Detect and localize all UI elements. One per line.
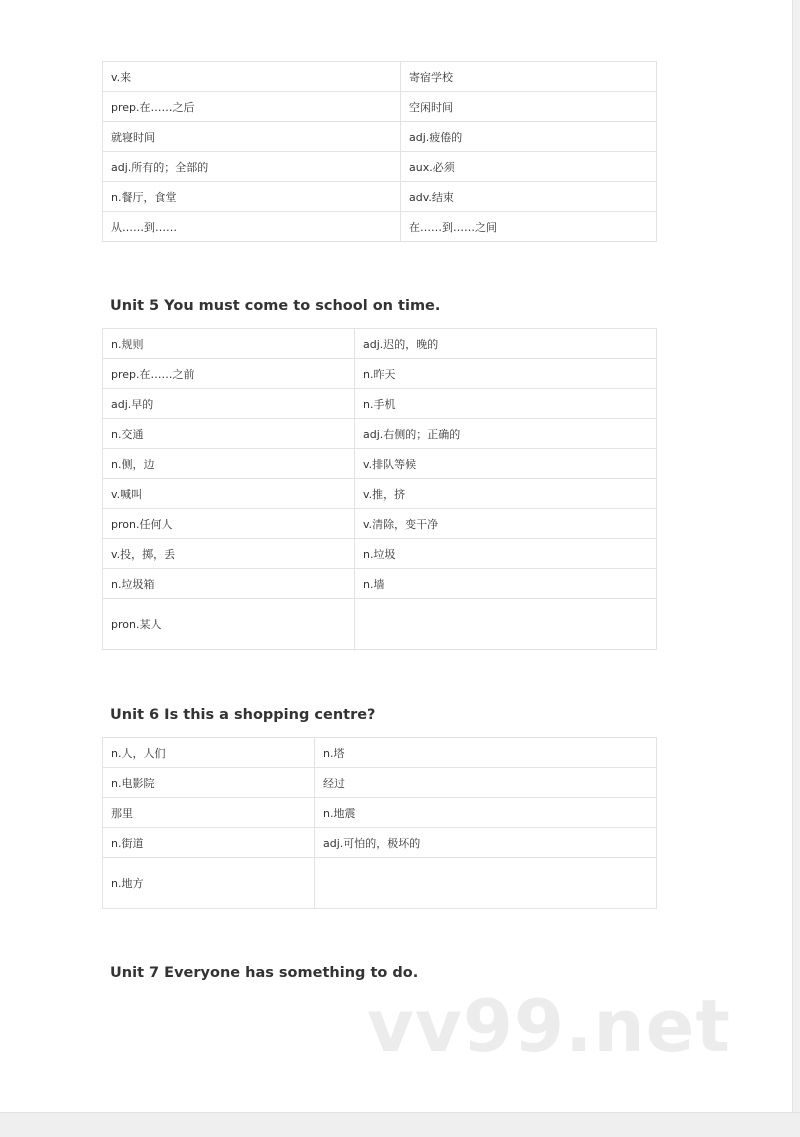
table-cell [315,858,657,909]
table-cell: v.推，挤 [355,479,657,509]
table-row [103,152,657,182]
vocab-table-unit6 [102,737,657,909]
table-cell: n.交通 [103,419,355,449]
table-cell: 就寝时间 [103,122,401,152]
table-cell: 寄宿学校 [401,62,657,92]
unit5-heading: Unit 5 You must come to school on time. [110,298,441,314]
table-cell: n.垃圾 [355,539,657,569]
table-cell: n.塔 [315,738,657,768]
table-cell: pron.某人 [103,599,355,650]
table-row [103,359,657,389]
table-cell: n.街道 [103,828,315,858]
table-row [103,212,657,242]
table-cell: adv.结束 [401,182,657,212]
table-cell: adj.可怕的，极坏的 [315,828,657,858]
table-row [103,738,657,768]
table-row [103,449,657,479]
table-cell: 空闲时间 [401,92,657,122]
table-cell: pron.任何人 [103,509,355,539]
table-cell: n.规则 [103,329,355,359]
watermark: vv99.net [367,984,731,1068]
page-edge-right [792,0,800,1137]
table-cell: 那里 [103,798,315,828]
table-cell: adj.疲倦的 [401,122,657,152]
table-row [103,389,657,419]
table-cell: 经过 [315,768,657,798]
table-cell: prep.在……之后 [103,92,401,122]
table-cell: n.墙 [355,569,657,599]
table-row [103,768,657,798]
table-row [103,798,657,828]
table-row [103,92,657,122]
table-cell: v.清除，变干净 [355,509,657,539]
table-cell: n.垃圾箱 [103,569,355,599]
table-row [103,479,657,509]
table-row [103,329,657,359]
table-cell: n.侧，边 [103,449,355,479]
table-cell: aux.必须 [401,152,657,182]
table-row [103,419,657,449]
table-row [103,509,657,539]
table-row [103,182,657,212]
table-row [103,858,657,909]
table-cell: v.来 [103,62,401,92]
table-cell: 从……到…… [103,212,401,242]
table-cell: v.投，掷，丢 [103,539,355,569]
table-cell: n.电影院 [103,768,315,798]
table-row [103,569,657,599]
table-cell: n.人，人们 [103,738,315,768]
table-cell: adj.右侧的；正确的 [355,419,657,449]
table-cell: n.餐厅，食堂 [103,182,401,212]
unit7-heading: Unit 7 Everyone has something to do. [110,965,419,981]
vocab-table-unit5 [102,328,657,650]
table-cell: 在……到……之间 [401,212,657,242]
table-row [103,828,657,858]
table-row [103,122,657,152]
table-cell: n.昨天 [355,359,657,389]
table-cell: v.排队等候 [355,449,657,479]
table-cell: v.喊叫 [103,479,355,509]
vocab-table-unit4 [102,61,657,242]
table-cell [355,599,657,650]
table-row [103,599,657,650]
page-edge-bottom [0,1112,800,1137]
table-row [103,62,657,92]
unit6-heading: Unit 6 Is this a shopping centre? [110,707,376,723]
table-cell: n.地震 [315,798,657,828]
table-cell: adj.早的 [103,389,355,419]
table-cell: adj.迟的，晚的 [355,329,657,359]
table-cell: prep.在……之前 [103,359,355,389]
table-cell: n.手机 [355,389,657,419]
table-cell: n.地方 [103,858,315,909]
table-row [103,539,657,569]
table-cell: adj.所有的；全部的 [103,152,401,182]
